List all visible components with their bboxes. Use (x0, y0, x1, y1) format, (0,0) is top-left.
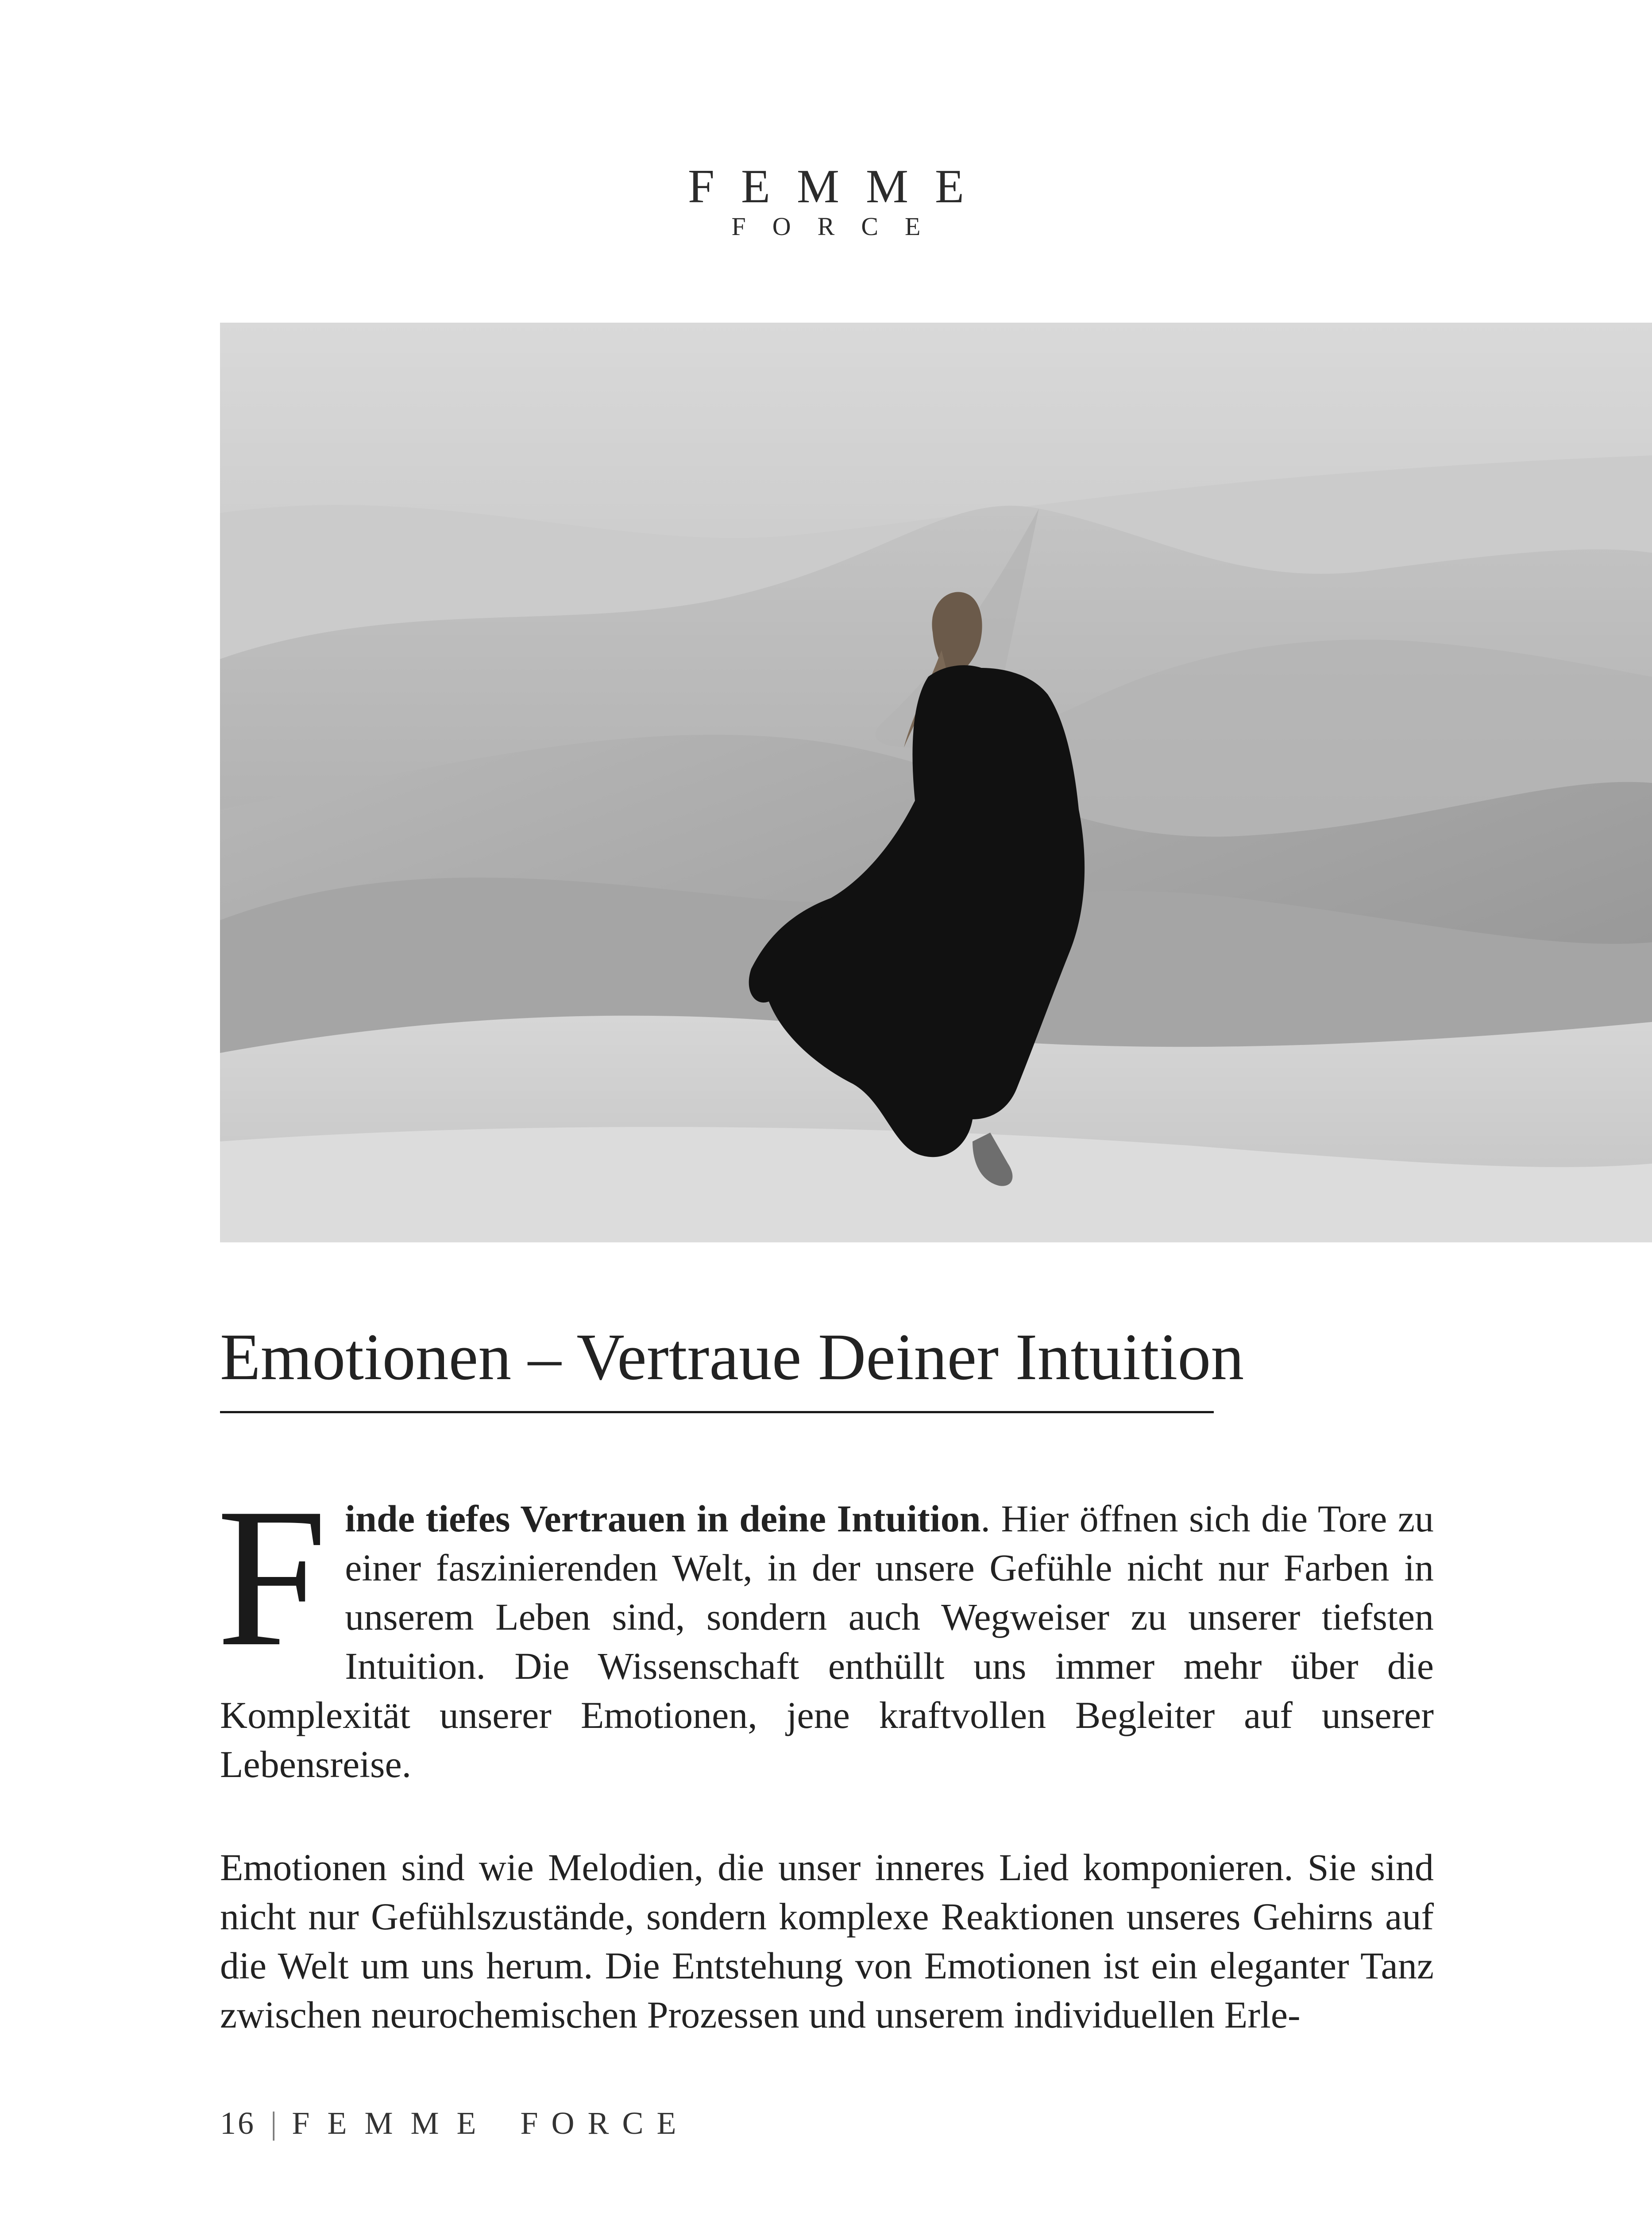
footer-brand-femme: FEMME (292, 2105, 494, 2141)
masthead-title: FEMME (687, 160, 991, 213)
page-number: 16 (220, 2105, 255, 2141)
hero-photo (220, 323, 1652, 1242)
drop-cap: F (216, 1467, 328, 1688)
page-footer (220, 2105, 690, 2142)
desert-woman-image (220, 323, 1652, 1242)
lead-bold-text: inde tiefes Vertrauen in deine Intuition (345, 1497, 981, 1540)
footer-brand-force: FORCE (520, 2105, 690, 2141)
article-title: Emotionen – Vertraue Deiner Intuition (220, 1320, 1244, 1394)
lead-paragraph-text: . Hier öffnen sich die Tore zu einer faszinierenden Welt, in der unsere Gefühle nicht nur Farben in unserem Leben sind, sondern auch Wegweiser zu unserer tiefsten Intuition. Die Wissenschaft enthüllt uns immer mehr über die Komplexität unserer Emotionen, jene kraftvollen Begleiter auf unserer Lebensreise. (220, 1497, 1434, 1785)
body-paragraph: Emotionen sind wie Melodien, die unser inneres Lied komponieren. Sie sind nicht nur Gefühlszustände, sondern komplexe Reaktionen unseres Gehirns auf die Welt um uns herum. Die Entstehung von Emotionen ist ein eleganter Tanz zwischen neurochemischen Prozessen und unserem individuellen Erle- (220, 1846, 1434, 2036)
title-underline (220, 1411, 1214, 1413)
footer-separator: | (270, 2105, 277, 2141)
masthead-subtitle: FORCE (731, 212, 947, 241)
lead-paragraph (216, 1467, 1434, 1789)
